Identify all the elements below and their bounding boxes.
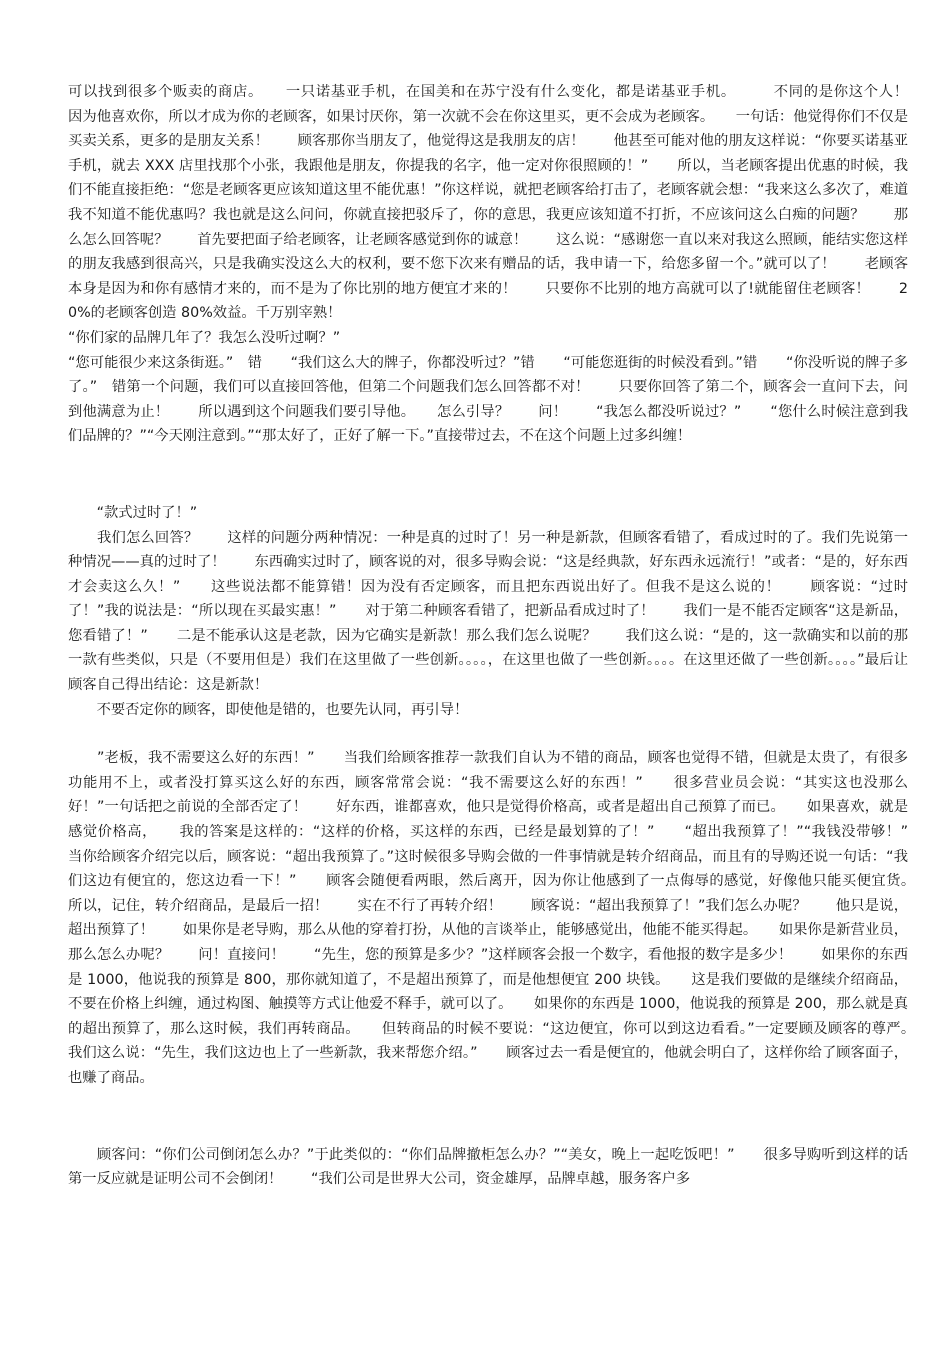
- paragraph: ”老板，我不需要这么好的东西！” 当我们给顾客推荐一款我们自认为不错的商品，顾客也觉得不错，但就是太贵了，有很多功能用不上，或者没打算买这么好的东西，顾客常常会说：“我不需要这么好的东西！” 很多营业员会说：“其实这也没那么好！”一句话把之前说的全部否定了！ 好东西，谁都喜欢，他只是觉得价格高，或者是超出自己预算了而已。 如果喜欢，就是感觉价格高， 我的答案是这样的：“这样的价格，买这样的东西，已经是最划算的了！” “超出我预算了！”“我钱没带够！” 当你给顾客介绍完以后，顾客说：“超出我预算了。”这时候很多导购会做的一件事情就是转介绍商品，而且有的导购还说一句话：“我们这边有便宜的，您这边看一下！” 顾客会随便看两眼，然后离开，因为你让他感到了一点侮辱的感觉，好像他只能买便宜货。 所以，记住，转介绍商品，是最后一招！ 实在不行了再转介绍！ 顾客说：“超出我预算了！”我们怎么办呢？ 他只是说，超出预算了！ 如果你是老导购，那么从他的穿着打扮，从他的言谈举止，能够感觉出，他能不能买得起。 如果你是新营业员，那么怎么办呢？ 问！直接问！ “先生，您的预算是多少？”这样顾客会报一个数字，看他报的数字是多少！ 如果你的东西是 1000，他说我的预算是 800，那你就知道了，不是超出预算了，而是他想便宜 200 块钱。 这是我们要做的是继续介绍商品，不要在价格上纠缠，通过构图、触摸等方式让他爱不释手，就可以了。 如果你的东西是 1000，他说我的预算是 200，那么就是真的超出预算了，那么这时候，我们再转商品。 但转商品的时候不要说：“这边便宜，你可以到这边看看。”一定要顾及顾客的尊严。 我们这么说：“先生，我们这边也上了一些新款，我来帮您介绍。” 顾客过去一看是便宜的，他就会明白了，这样你给了顾客面子，也赚了商品。: [68, 750, 937, 1086]
- section-over-budget: [68, 746, 937, 1090]
- document-page: [68, 80, 937, 1192]
- paragraph-gap: [68, 1091, 908, 1143]
- section-company-closure: [68, 1143, 908, 1192]
- section-outdated-style: [68, 501, 908, 722]
- paragraph: “款式过时了！”: [68, 504, 198, 521]
- paragraph-gap: [68, 449, 908, 501]
- paragraph: 不要否定你的顾客，即使他是错的，也要先认同，再引导！: [68, 701, 469, 718]
- paragraph: “你们家的品牌几年了？我怎么没听过啊？”: [68, 329, 341, 346]
- paragraph: 我们怎么回答？ 这样的问题分两种情况：一种是真的过时了！另一种是新款，但顾客看错了，看成过时的了。我们先说第一种情况——真的过时了！ 东西确实过时了，顾客说的对，很多导购会说：“这是经典款，好东西永远流行！”或者：“是的，好东西才会卖这么久！” 这些说法都不能算错！因为没有否定顾客，而且把东西说出好了。但我不是这么说的！ 顾客说：“过时了！”我的说法是：“所以现在买最实惠！” 对于第二种顾客看错了，把新品看成过时了！ 我们一是不能否定顾客“这是新品，您看错了！” 二是不能承认这是老款，因为它确实是新款！那么我们怎么说呢？ 我们这么说：“是的，这一款确实和以前的那一款有些类似，只是（不要用但是）我们在这里做了一些创新。。。。，在这里也做了一些创新。。。。在这里还做了一些创新。。。。”最后让顾客自己得出结论：这是新款！: [68, 529, 908, 694]
- paragraph: “您可能很少来这条街逛。” 错 “我们这么大的牌子，你都没听过？”错 “可能您逛街的时候没看到。”错 “你没听说的牌子多了。” 错第一个问题，我们可以直接回答他，但第二个问题我们怎么回答都不对！ 只要你回答了第二个，顾客会一直问下去，问到他满意为止！ 所以遇到这个问题我们要引导他。 怎么引导？ 问！ “我怎么都没听说过？” “您什么时候注意到我们品牌的？”“今天刚注意到。”“那太好了，正好了解一下。”直接带过去，不在这个问题上过多纠缠！: [68, 354, 908, 445]
- paragraph-gap: [68, 722, 908, 746]
- paragraph: 顾客问：“你们公司倒闭怎么办？”于此类似的：“你们品牌撤柜怎么办？”“美女，晚上一起吃饭吧！” 很多导购听到这样的话第一反应就是证明公司不会倒闭！ “我们公司是世界大公司，资金雄厚，品牌卓越，服务客户多: [68, 1146, 908, 1188]
- paragraph: 可以找到很多个贩卖的商店。 一只诺基亚手机，在国美和在苏宁没有什么变化，都是诺基亚手机。 不同的是你这个人！ 因为他喜欢你，所以才成为你的老顾客，如果讨厌你，第一次就不会在你这里买，更不会成为老顾客。 一句话：他觉得你们不仅是买卖关系，更多的是朋友关系！ 顾客那你当朋友了，他觉得这是我朋友的店！ 他甚至可能对他的朋友这样说：“你要买诺基亚手机，就去 XXX 店里找那个小张，我跟他是朋友，你提我的名字，他一定对你很照顾的！” 所以，当老顾客提出优惠的时候，我们不能直接拒绝：“您是老顾客更应该知道这里不能优惠！”你这样说，就把老顾客给打击了，老顾客就会想：“我来这么多次了，难道我不知道不能优惠吗？我也就是这么问问，你就直接把驳斥了，你的意思，我更应该知道不打折，不应该问这么白痴的问题？ 那么怎么回答呢？ 首先要把面子给老顾客，让老顾客感觉到你的诚意！ 这么说：“感谢您一直以来对我这么照顾，能结实您这样的朋友我感到很高兴，只是我确实没这么大的权利，要不您下次来有赠品的话，我申请一下，给您多留一个。”就可以了！ 老顾客本身是因为和你有感情才来的，而不是为了你比别的地方便宜才来的！ 只要你不比别的地方高就可以了!就能留住老顾客！ 20%的老顾客创造 80%效益。千万别宰熟！: [68, 84, 937, 322]
- section-old-customers: [68, 80, 937, 449]
